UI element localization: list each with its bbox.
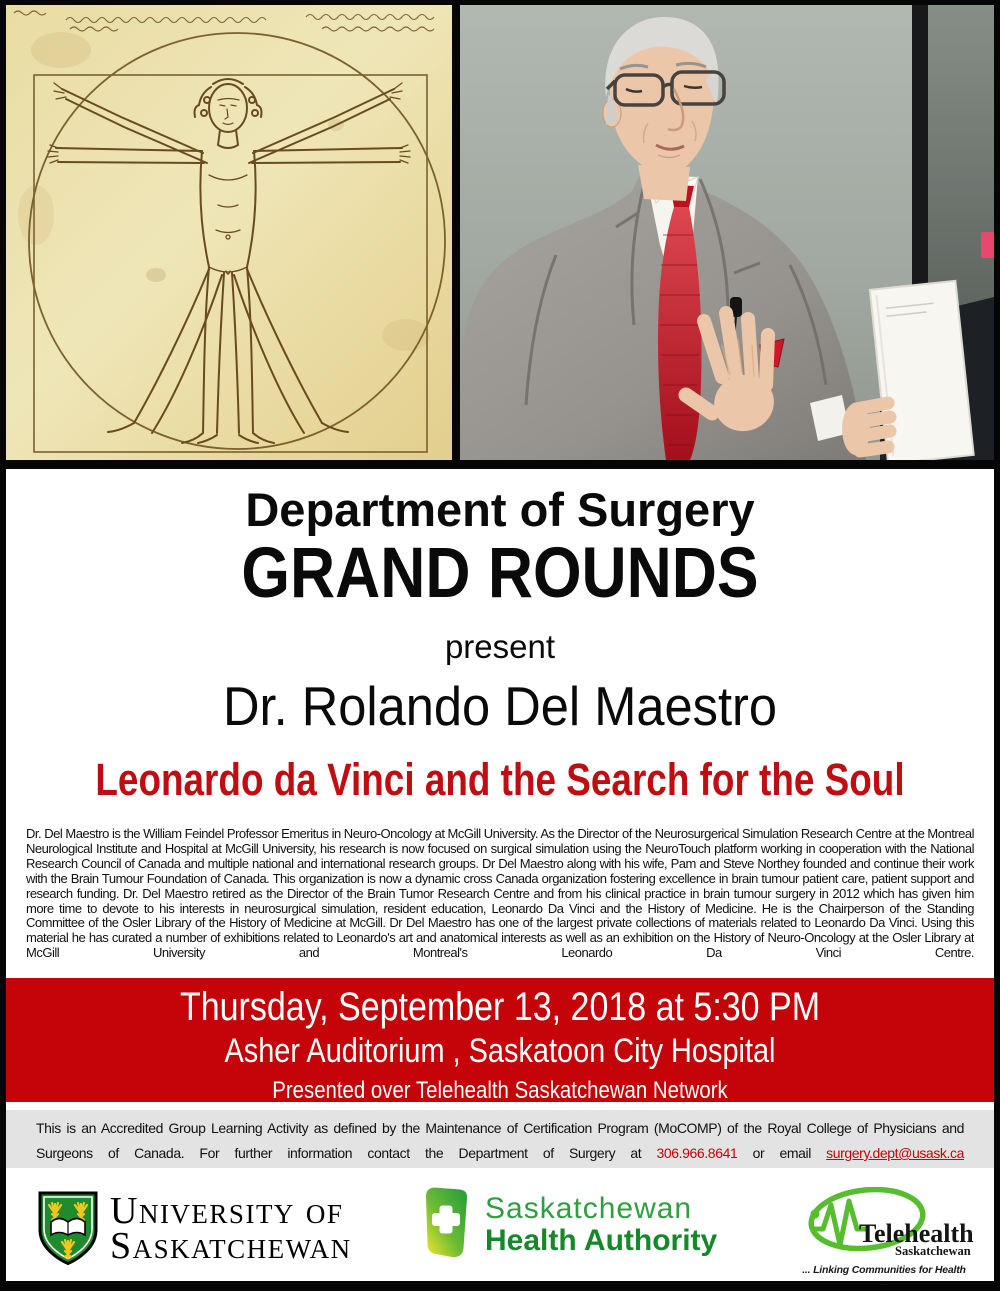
accreditation-part2: or email: [737, 1145, 827, 1161]
telehealth-name: Telehealth: [859, 1219, 974, 1248]
uofs-name-line2: Saskatchewan: [110, 1225, 352, 1267]
accreditation-text: [36, 1110, 964, 1166]
sha-cross-icon: [420, 1186, 472, 1260]
event-location: Asher Auditorium , Saskatoon City Hospital: [224, 1032, 776, 1070]
email-link[interactable]: surgery.dept@usask.ca: [826, 1145, 964, 1161]
uofs-name-line1: University of: [110, 1190, 344, 1232]
accreditation-band: [6, 1110, 994, 1168]
header-images: [6, 5, 994, 460]
sha-name-line2: Health Authority: [485, 1224, 718, 1257]
event-title: GRAND ROUNDS: [241, 534, 759, 613]
sha-name-line1: Saskatchewan: [485, 1192, 693, 1225]
contact-phone: 306.966.8641: [656, 1145, 738, 1161]
content-plate: [6, 469, 994, 1288]
event-datetime: Thursday, September 13, 2018 at 5:30 PM: [179, 985, 821, 1029]
vitruvian-man-image: [6, 5, 452, 460]
event-details-banner: [6, 978, 994, 1102]
telehealth-tagline: ... Linking Communities for Health ...: [802, 1264, 966, 1288]
sha-logo: [420, 1186, 717, 1260]
telehealth-logo: [799, 1182, 991, 1288]
uofs-shield-icon: [37, 1190, 99, 1266]
sha-wordmark: [485, 1194, 717, 1257]
logo-footer: [6, 1168, 994, 1288]
present-label: present: [444, 628, 556, 665]
uofs-logo: [37, 1190, 352, 1266]
telehealth-region: Saskatchewan: [895, 1244, 971, 1258]
department-title: Department of Surgery: [245, 483, 755, 536]
speaker-name: Dr. Rolando Del Maestro: [222, 675, 778, 737]
speaker-photo: [460, 5, 994, 460]
talk-title: Leonardo da Vinci and the Search for the Soul: [95, 754, 905, 805]
event-network: Presented over Telehealth Saskatchewan Network: [272, 1077, 728, 1104]
uofs-wordmark: [110, 1190, 352, 1267]
accreditation-part1: This is an Accredited Group Learning Activity as defined by the Maintenance of Certification Program (MoCOMP) of the Royal College of Physicians and Surgeons of Canada. For further information contact the Department of Surgery at: [36, 1120, 964, 1161]
speaker-bio: Dr. Del Maestro is the William Feindel Professor Emeritus in Neuro-Oncology at McGill University. As the Director of the Neurosurgerical Simulation Research Centre at the Montreal Neurological Institute and Hospital at McGill University, his research is now focused on surgical simulation using the NeuroTouch platform working in cooperation with the National Research Council of Canada and multiple national and international research groups. Dr Del Maestro along with his wife, Pam and Steve Northey founded and continue their work with the Brain Tumour Foundation of Canada. This organization is now a dynamic cross Canada organization fostering excellence in brain tumour patient care, patient support and research funding. Dr. Del Maestro retired as the Director of the Brain Tumor Research Centre and from his clinical practice in brain tumour surgery in 2012 which has given him more time to devote to his interests in neurosurgical simulation, resident education, Leonardo Da Vinci and the History of Medicine. He is the Chairperson of the Standing Committee of the Osler Library of the History of Medicine at McGill. Dr Del Maestro has one of the largest private collections of materials related to Leonardo Da Vinci. Using this material he has curated a number of exhibitions related to Leonardo's art and anatomical interests as well as an exhibition on the History of Neuro-Oncology at the Osler Library at McGill University and Montreal's Leonardo Da Vinci Centre.: [26, 827, 974, 961]
